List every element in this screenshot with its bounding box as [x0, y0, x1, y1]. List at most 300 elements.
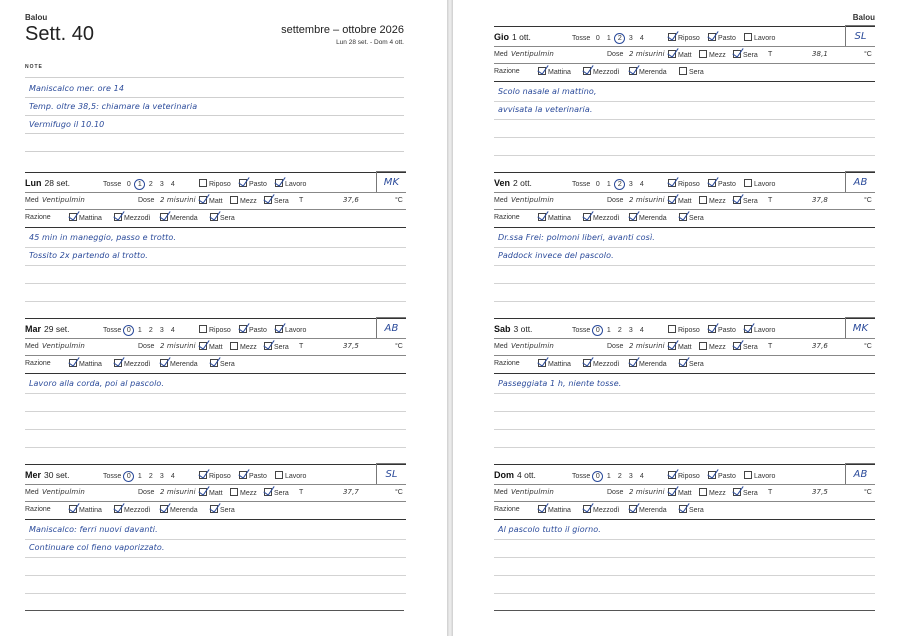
note-rule: [494, 447, 875, 448]
temp-label: T: [299, 489, 304, 496]
note-rule: [494, 429, 875, 430]
ration-label: Razione: [494, 214, 520, 221]
ration-sera-option: [679, 505, 704, 514]
riposo-option: [199, 325, 231, 334]
matt-checkbox[interactable]: [668, 342, 676, 350]
ration-sera-option: [679, 67, 704, 76]
med-value: Ventipulmin: [511, 488, 554, 496]
day-header-row: [494, 320, 875, 338]
dose-value: 2 misurini: [160, 342, 196, 350]
dose-label: Dose: [138, 343, 155, 350]
pasto-checkbox[interactable]: [708, 33, 716, 41]
ration-mezzodi-checkbox[interactable]: [583, 67, 591, 75]
ration-mezzodi-option: [583, 67, 619, 76]
notes-rule: [25, 97, 404, 98]
cough-option[interactable]: 0: [126, 181, 131, 188]
cough-option[interactable]: 2: [614, 33, 625, 44]
initials: AB: [853, 468, 868, 480]
matt-label: Matt: [678, 344, 692, 351]
note-rule: [494, 119, 875, 120]
matt-checkbox[interactable]: [668, 196, 676, 204]
day-date: 2 ott.: [513, 178, 532, 188]
matt-checkbox[interactable]: [199, 342, 207, 350]
cough-option[interactable]: 0: [123, 325, 134, 336]
ration-sera-checkbox[interactable]: [210, 359, 218, 367]
mezz-option: [699, 342, 726, 351]
cough-option[interactable]: 4: [170, 327, 175, 334]
sera-checkbox[interactable]: [733, 342, 741, 350]
dose-label: Dose: [607, 51, 624, 58]
week-note: Maniscalco mer. ore 14: [29, 84, 125, 93]
ration-merenda-checkbox[interactable]: [160, 505, 168, 513]
ration-label: Razione: [25, 214, 51, 221]
ration-mattina-option: [538, 67, 571, 76]
riposo-checkbox[interactable]: [199, 179, 207, 187]
ration-mattina-checkbox[interactable]: [538, 67, 546, 75]
day-date: 3 ott.: [513, 324, 533, 334]
matt-checkbox[interactable]: [668, 488, 676, 496]
dose-label: Dose: [138, 489, 155, 496]
lavoro-label: Lavoro: [754, 181, 776, 188]
cough-option[interactable]: 3: [159, 327, 164, 334]
ration-sera-checkbox[interactable]: [210, 505, 218, 513]
cough-option[interactable]: 4: [639, 473, 644, 480]
ration-row: [25, 209, 406, 226]
sera-checkbox[interactable]: [733, 488, 741, 496]
initials-box: [845, 171, 875, 192]
cough-option[interactable]: 1: [606, 181, 611, 188]
initials: AB: [384, 322, 399, 334]
week-note: Temp. oltre 38,5: chiamare la veterinaria: [29, 102, 198, 111]
note-rule: [494, 557, 875, 558]
note-rule: [25, 301, 406, 302]
mezz-checkbox[interactable]: [699, 342, 707, 350]
cough-scale: [572, 325, 647, 336]
ration-row: [494, 501, 875, 518]
ration-merenda-checkbox[interactable]: [160, 213, 168, 221]
mezz-option: [699, 488, 726, 497]
ration-merenda-option: [160, 213, 198, 222]
note-rule: [25, 393, 406, 394]
matt-label: Matt: [678, 198, 692, 205]
ration-merenda-option: [160, 359, 198, 368]
cough-option[interactable]: 2: [148, 181, 153, 188]
mezz-checkbox[interactable]: [230, 488, 238, 496]
riposo-checkbox[interactable]: [668, 179, 676, 187]
lavoro-checkbox[interactable]: [275, 179, 283, 187]
note-rule: [494, 265, 875, 266]
ration-merenda-checkbox[interactable]: [629, 213, 637, 221]
dose-label: Dose: [607, 197, 624, 204]
day-name: Gio: [494, 32, 509, 42]
pasto-checkbox[interactable]: [239, 471, 247, 479]
med-value: Ventipulmin: [511, 50, 554, 58]
cough-option[interactable]: 2: [148, 327, 153, 334]
sera-checkbox[interactable]: [264, 342, 272, 350]
ration-sera-option: [210, 359, 235, 368]
ration-mattina-label: Mattina: [548, 69, 571, 76]
cough-option[interactable]: 3: [628, 35, 633, 42]
lavoro-checkbox[interactable]: [275, 471, 283, 479]
ration-sera-label: Sera: [220, 507, 235, 514]
note-rule: [25, 265, 406, 266]
ration-mattina-option: [69, 213, 102, 222]
day-note: Dr.ssa Frei: polmoni liberi, avanti così.: [498, 233, 655, 242]
ration-mattina-label: Mattina: [79, 215, 102, 222]
note-rule: [25, 447, 406, 448]
pasto-checkbox[interactable]: [239, 179, 247, 187]
day-note: Lavoro alla corda, poi al pascolo.: [29, 379, 165, 388]
pasto-checkbox[interactable]: [708, 325, 716, 333]
cough-option[interactable]: 2: [617, 473, 622, 480]
cough-option[interactable]: 0: [592, 325, 603, 336]
temp-value: 37,8: [812, 196, 828, 204]
note-rule: [25, 557, 406, 558]
ration-merenda-checkbox[interactable]: [160, 359, 168, 367]
ration-merenda-checkbox[interactable]: [629, 67, 637, 75]
med-label: Med: [494, 489, 508, 496]
matt-checkbox[interactable]: [199, 196, 207, 204]
ration-sera-option: [210, 505, 235, 514]
day-date: 1 ott.: [512, 32, 531, 42]
day-note: Scolo nasale al mattino,: [498, 87, 597, 96]
sera-option: [733, 50, 758, 59]
week-title: Sett. 40: [25, 23, 94, 45]
medication-row: [494, 485, 875, 501]
lavoro-option: [744, 179, 775, 188]
pasto-label: Pasto: [718, 181, 736, 188]
cough-option[interactable]: 3: [628, 473, 633, 480]
cough-option[interactable]: 3: [628, 181, 633, 188]
temp-label: T: [299, 343, 304, 350]
ration-merenda-option: [629, 505, 667, 514]
lavoro-checkbox[interactable]: [744, 179, 752, 187]
day-section-ven: [494, 172, 875, 318]
riposo-checkbox[interactable]: [668, 33, 676, 41]
mezz-label: Mezz: [240, 344, 257, 351]
riposo-checkbox[interactable]: [199, 471, 207, 479]
ration-sera-label: Sera: [689, 507, 704, 514]
ration-merenda-checkbox[interactable]: [629, 359, 637, 367]
note-rule: [494, 101, 875, 102]
med-label: Med: [25, 489, 39, 496]
note-rule: [494, 247, 875, 248]
cough-option[interactable]: 3: [159, 473, 164, 480]
temp-value: 37,5: [343, 342, 359, 350]
dose-value: 2 misurini: [160, 196, 196, 204]
cough-option[interactable]: 1: [137, 473, 142, 480]
pasto-checkbox[interactable]: [239, 325, 247, 333]
ration-mattina-checkbox[interactable]: [538, 505, 546, 513]
ration-merenda-checkbox[interactable]: [629, 505, 637, 513]
ration-sera-checkbox[interactable]: [679, 359, 687, 367]
initials: MK: [383, 176, 400, 188]
ration-sera-option: [210, 213, 235, 222]
ration-sera-checkbox[interactable]: [210, 213, 218, 221]
ration-sera-label: Sera: [689, 361, 704, 368]
day-name: Dom: [494, 470, 514, 480]
cough-option[interactable]: 0: [595, 35, 600, 42]
riposo-label: Riposo: [678, 473, 700, 480]
mezz-checkbox[interactable]: [230, 196, 238, 204]
mezz-checkbox[interactable]: [699, 196, 707, 204]
matt-label: Matt: [678, 52, 692, 59]
ration-sera-checkbox[interactable]: [679, 67, 687, 75]
cough-option[interactable]: 0: [123, 471, 134, 482]
pasto-label: Pasto: [249, 473, 267, 480]
sera-option: [264, 342, 289, 351]
ration-mattina-label: Mattina: [548, 361, 571, 368]
ration-sera-checkbox[interactable]: [679, 213, 687, 221]
week-note: Vermifugo il 10.10: [29, 120, 105, 129]
ration-sera-checkbox[interactable]: [679, 505, 687, 513]
med-value: Ventipulmin: [511, 342, 554, 350]
ration-mattina-checkbox[interactable]: [538, 213, 546, 221]
day-note: Tossito 2x partendo al trotto.: [29, 251, 148, 260]
cough-scale: [572, 179, 647, 190]
note-rule: [494, 155, 875, 156]
ration-mezzodi-checkbox[interactable]: [114, 213, 122, 221]
note-rule: [494, 593, 875, 594]
matt-option: [199, 342, 223, 351]
cough-option[interactable]: 2: [148, 473, 153, 480]
day-section-mar: [25, 318, 406, 464]
cough-option[interactable]: 1: [134, 179, 145, 190]
note-rule: [494, 301, 875, 302]
sera-checkbox[interactable]: [733, 196, 741, 204]
riposo-option: [199, 471, 231, 480]
ration-merenda-label: Merenda: [170, 361, 198, 368]
date-subtitle: Lun 28 set. - Dom 4 ott.: [336, 39, 404, 46]
ration-sera-label: Sera: [689, 215, 704, 222]
notes-top-rule: [494, 227, 875, 228]
lavoro-label: Lavoro: [285, 181, 307, 188]
cough-scale: [103, 325, 178, 336]
ration-mezzodi-checkbox[interactable]: [114, 359, 122, 367]
temp-unit: °C: [864, 197, 872, 204]
cough-option[interactable]: 4: [639, 181, 644, 188]
cough-option[interactable]: 1: [606, 473, 611, 480]
temp-unit: °C: [864, 343, 872, 350]
ration-row: [25, 501, 406, 518]
cough-option[interactable]: 1: [137, 327, 142, 334]
ration-sera-label: Sera: [220, 361, 235, 368]
note-rule: [494, 283, 875, 284]
med-value: Ventipulmin: [42, 488, 85, 496]
ration-row: [25, 355, 406, 372]
ration-sera-label: Sera: [220, 215, 235, 222]
note-rule: [25, 411, 406, 412]
riposo-checkbox[interactable]: [668, 471, 676, 479]
mezz-option: [230, 196, 257, 205]
cough-option[interactable]: 4: [639, 327, 644, 334]
ration-mattina-checkbox[interactable]: [69, 505, 77, 513]
sera-checkbox[interactable]: [733, 50, 741, 58]
ration-merenda-option: [629, 359, 667, 368]
sera-label: Sera: [274, 490, 289, 497]
pasto-label: Pasto: [718, 473, 736, 480]
notes-top-rule: [494, 81, 875, 82]
initials-box: [845, 25, 875, 46]
day-note: Maniscalco: ferri nuovi davanti.: [29, 525, 158, 534]
day-header-row: [494, 466, 875, 484]
ration-sera-option: [679, 213, 704, 222]
notes-top-rule: [494, 373, 875, 374]
ration-label: Razione: [25, 506, 51, 513]
cough-option[interactable]: 0: [592, 471, 603, 482]
initials: SL: [385, 468, 398, 480]
riposo-checkbox[interactable]: [668, 325, 676, 333]
day-note: 45 min in maneggio, passo e trotto.: [29, 233, 176, 242]
temp-unit: °C: [395, 489, 403, 496]
ration-mattina-checkbox[interactable]: [69, 213, 77, 221]
cough-label: Tosse: [103, 473, 122, 480]
sera-option: [733, 196, 758, 205]
temp-label: T: [768, 489, 773, 496]
ration-mezzodi-option: [583, 359, 619, 368]
ration-sera-option: [679, 359, 704, 368]
lavoro-checkbox[interactable]: [744, 325, 752, 333]
dose-value: 2 misurini: [629, 50, 665, 58]
cough-option[interactable]: 3: [628, 327, 633, 334]
ration-mattina-checkbox[interactable]: [538, 359, 546, 367]
cough-label: Tosse: [572, 473, 591, 480]
initials-box: [376, 463, 406, 484]
ration-merenda-option: [629, 67, 667, 76]
mezz-checkbox[interactable]: [699, 50, 707, 58]
lavoro-label: Lavoro: [754, 473, 776, 480]
note-rule: [25, 539, 406, 540]
ration-label: Razione: [494, 506, 520, 513]
riposo-label: Riposo: [209, 473, 231, 480]
sera-option: [264, 488, 289, 497]
day-date: 4 ott.: [517, 470, 536, 480]
lavoro-checkbox[interactable]: [275, 325, 283, 333]
note-rule: [25, 429, 406, 430]
med-label: Med: [494, 197, 508, 204]
matt-label: Matt: [209, 490, 223, 497]
temp-value: 38,1: [812, 50, 828, 58]
cough-option[interactable]: 4: [170, 473, 175, 480]
med-value: Ventipulmin: [42, 342, 85, 350]
matt-label: Matt: [678, 490, 692, 497]
riposo-checkbox[interactable]: [199, 325, 207, 333]
ration-mezzodi-checkbox[interactable]: [114, 505, 122, 513]
cough-label: Tosse: [572, 181, 591, 188]
note-rule: [494, 539, 875, 540]
cough-option[interactable]: 3: [159, 181, 164, 188]
riposo-option: [668, 471, 700, 480]
ration-mattina-checkbox[interactable]: [69, 359, 77, 367]
medication-row: [25, 485, 406, 501]
ration-mezzodi-checkbox[interactable]: [583, 505, 591, 513]
cough-option[interactable]: 2: [617, 327, 622, 334]
matt-option: [199, 488, 223, 497]
day-section-mer: [25, 464, 406, 610]
cough-option[interactable]: 4: [639, 35, 644, 42]
sera-checkbox[interactable]: [264, 196, 272, 204]
ration-mattina-label: Mattina: [79, 361, 102, 368]
note-rule: [494, 575, 875, 576]
matt-checkbox[interactable]: [199, 488, 207, 496]
ration-label: Razione: [494, 68, 520, 75]
temp-unit: °C: [395, 343, 403, 350]
mezz-option: [699, 50, 726, 59]
ration-row: [494, 209, 875, 226]
pasto-checkbox[interactable]: [708, 471, 716, 479]
cough-option[interactable]: 2: [614, 179, 625, 190]
riposo-label: Riposo: [678, 35, 700, 42]
riposo-option: [199, 179, 231, 188]
matt-label: Matt: [209, 198, 223, 205]
cough-scale: [572, 33, 647, 44]
med-label: Med: [25, 343, 39, 350]
cough-option[interactable]: 1: [606, 327, 611, 334]
temp-label: T: [768, 343, 773, 350]
cough-scale: [103, 179, 178, 190]
ration-mezzodi-label: Mezzodì: [593, 507, 620, 514]
day-top-rule: [25, 318, 406, 319]
pasto-checkbox[interactable]: [708, 179, 716, 187]
sera-label: Sera: [743, 490, 758, 497]
temp-value: 37,6: [812, 342, 828, 350]
medication-row: [25, 339, 406, 355]
ration-mezzodi-checkbox[interactable]: [583, 213, 591, 221]
initials: SL: [854, 30, 867, 42]
mezz-checkbox[interactable]: [230, 342, 238, 350]
mezz-label: Mezz: [240, 198, 257, 205]
day-top-rule: [25, 172, 406, 173]
dose-label: Dose: [138, 197, 155, 204]
day-header-row: [25, 466, 406, 484]
dose-value: 2 misurini: [629, 342, 665, 350]
note-rule: [494, 393, 875, 394]
lavoro-label: Lavoro: [285, 327, 307, 334]
pasto-label: Pasto: [249, 327, 267, 334]
day-header-row: [494, 28, 875, 46]
temp-label: T: [768, 197, 773, 204]
mezz-checkbox[interactable]: [699, 488, 707, 496]
dose-value: 2 misurini: [160, 488, 196, 496]
cough-option[interactable]: 1: [606, 35, 611, 42]
ration-mezzodi-checkbox[interactable]: [583, 359, 591, 367]
cough-option[interactable]: 4: [170, 181, 175, 188]
matt-option: [668, 342, 692, 351]
note-rule: [25, 247, 406, 248]
mezz-label: Mezz: [709, 198, 726, 205]
dose-label: Dose: [607, 489, 624, 496]
notes-rule: [25, 115, 404, 116]
initials: MK: [852, 322, 869, 334]
lavoro-checkbox[interactable]: [744, 471, 752, 479]
day-header-row: [25, 174, 406, 192]
matt-checkbox[interactable]: [668, 50, 676, 58]
sera-checkbox[interactable]: [264, 488, 272, 496]
matt-option: [668, 196, 692, 205]
matt-option: [199, 196, 223, 205]
ration-merenda-label: Merenda: [170, 215, 198, 222]
mezz-label: Mezz: [240, 490, 257, 497]
ration-mezzodi-label: Mezzodì: [593, 361, 620, 368]
note-rule: [494, 411, 875, 412]
lavoro-checkbox[interactable]: [744, 33, 752, 41]
day-name: Ven: [494, 178, 511, 188]
notes-rule: [25, 77, 404, 78]
ration-mattina-label: Mattina: [548, 507, 571, 514]
cough-option[interactable]: 0: [595, 181, 600, 188]
sera-label: Sera: [743, 344, 758, 351]
matt-option: [668, 50, 692, 59]
